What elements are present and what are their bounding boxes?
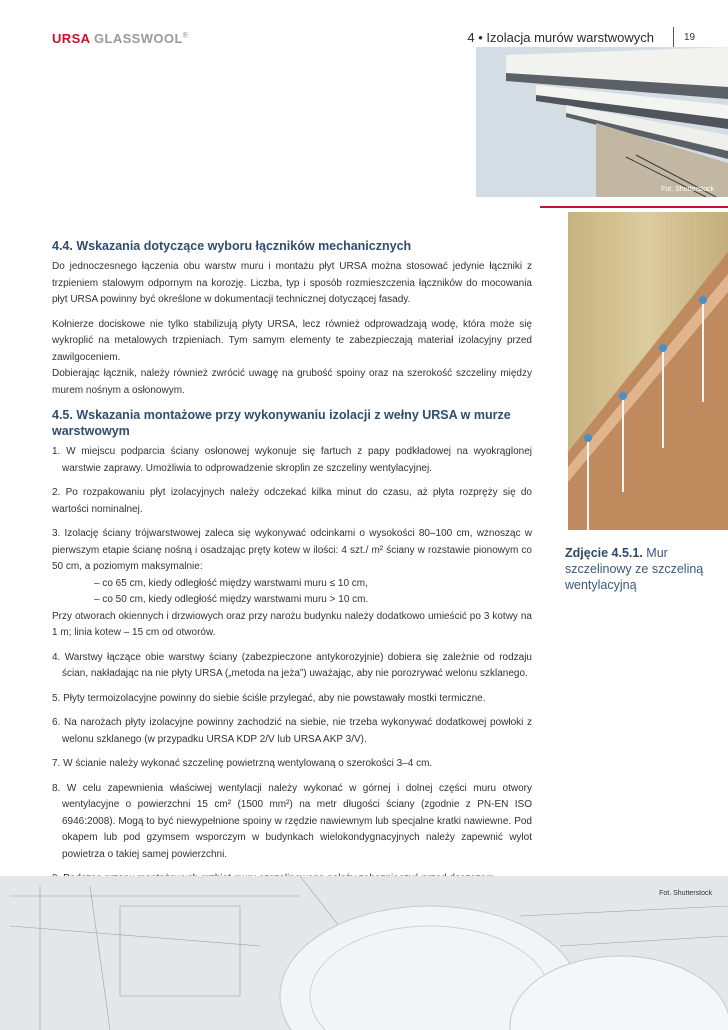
list-item-3-openings: Przy otworach okiennych i drzwiowych oraz przy narożu budynku należy dodatkowo umieścić po 3 kotwy na 1 m; linia kotew – 15 cm od otworów. <box>52 610 532 638</box>
photo-caption <box>565 545 725 593</box>
list-item-1: 1. W miejscu podparcia ściany osłonowej wykonuje się fartuch z papy podkładowej na wyokrąglonej warstwie zaprawy. Umożliwia to odprowadzenie skroplin ze szczeliny wentylacyjnej. <box>52 446 532 474</box>
photo-credit-bottom: Fot. Shutterstock <box>659 890 712 897</box>
list-item-4: 4. Warstwy łączące obie warstwy ściany (zabezpieczone antykorozyjnie) dobiera się zależnie od rodzaju ścian, nakładając na nie płyty URSA („metoda na jeża”) uważając, aby nie porozrywać welonu szklanego. <box>52 651 532 679</box>
list-item-3: 3. Izolację ściany trójwarstwowej zaleca się wykonywać odcinkami o wysokości 80–100 cm, wznosząc w pierwszym etapie ścianę nośną i osadzając pręty kotew w ilości: 4 szt./ m² ściany w rozstawie pionowym co 50 cm, a poziomym maksymalnie: <box>52 528 532 572</box>
list-item-3-spacing-b: – co 50 cm, kiedy odległość między warstwami muru > 10 cm. <box>94 594 369 605</box>
logo-registered-mark: ® <box>182 32 189 40</box>
logo-brand: URSA <box>52 31 90 46</box>
list-item-7: 7. W ścianie należy wykonać szczelinę powietrzną wentylowaną o szerokości 3–4 cm. <box>52 758 433 769</box>
main-content <box>52 238 532 959</box>
cavity-wall-illustration <box>568 212 728 530</box>
ursa-glasswool-logo <box>52 31 188 46</box>
logo-product: GLASSWOOL <box>93 31 183 46</box>
caption-label: Zdjęcie 4.5.1. <box>565 546 643 560</box>
blueprints-illustration <box>0 876 728 1030</box>
blueprints-photo <box>0 876 728 1030</box>
building-photo <box>476 47 728 197</box>
section-4-4-paragraph-3: Dobierając łącznik, należy również zwrócić uwagę na grubość spoiny oraz na szerokość szczeliny między murem nośnym a osłonowym. <box>52 368 532 396</box>
section-4-4-paragraph-2: Kołnierze dociskowe nie tylko stabilizują płyty URSA, lecz również odprowadzają wodę, która może się wykroplić na metalowych trzpieniach. Tym samym elementy te zabezpieczają materiał izolacyjny przed zawilgoceniem. <box>52 318 532 363</box>
section-4-4-paragraph-1: Do jednoczesnego łączenia obu warstw muru i montażu płyt URSA można stosować jedynie łączniki z trzpieniem stalowym odpornym na korozję. Liczba, typ i sposób rozmieszczenia łączników do mocowania płyt URSA powinny być określone w dokumentacji technicznej dotyczącej fasady. <box>52 261 532 305</box>
red-accent-rule <box>540 206 728 208</box>
cavity-wall-photo <box>568 212 728 530</box>
caption-text: Mur szczelinowy ze szczeliną wentylacyjną <box>565 546 704 592</box>
header-divider <box>673 27 674 49</box>
list-item-6: 6. Na narożach płyty izolacyjne powinny zachodzić na siebie, nie trzeba wykonywać dodatkowej powłoki z welonu szklanego (w przypadku URSA KDP 2/V lub URSA AKP 3/V). <box>52 717 532 745</box>
list-item-3-spacing-a: – co 65 cm, kiedy odległość między warstwami muru ≤ 10 cm, <box>94 577 368 589</box>
list-item-2: 2. Po rozpakowaniu płyt izolacyjnych należy odczekać kilka minut do czasu, aż płyta rozpręży się do wartości nominalnej. <box>52 487 532 515</box>
building-illustration <box>476 47 728 197</box>
list-item-5: 5. Płyty termoizolacyjne powinny do siebie ściśle przylegać, aby nie powstawały mostki termiczne. <box>52 692 486 704</box>
section-4-4-heading: 4.4. Wskazania dotyczące wyboru łączników mechanicznych <box>52 239 412 253</box>
list-item-8: 8. W celu zapewnienia właściwej wentylacji należy wykonać w górnej i dolnej części muru otwory wentylacyjne o powierzchni 15 cm² (1500 mm²) na metr długości ściany (zgodnie z PN-EN ISO 6946:2008). Mogą to być niewypełnione spoiny w rzędzie nawiewnym lub specjalne kratki nawiewne. Pod okapem lub pod gzymsem wsporczym w budynkach wielokondygnacyjnych należy zapewnić wylot powietrza o takiej samej powierzchni. <box>52 782 532 860</box>
chapter-title: 4 • Izolacja murów warstwowych <box>467 30 654 45</box>
photo-credit-top: Fot. Shutterstock <box>661 186 714 193</box>
section-4-5-heading: 4.5. Wskazania montażowe przy wykonywaniu izolacji z wełny URSA w murze warstwowym <box>52 408 511 438</box>
page-number: 19 <box>684 32 696 43</box>
